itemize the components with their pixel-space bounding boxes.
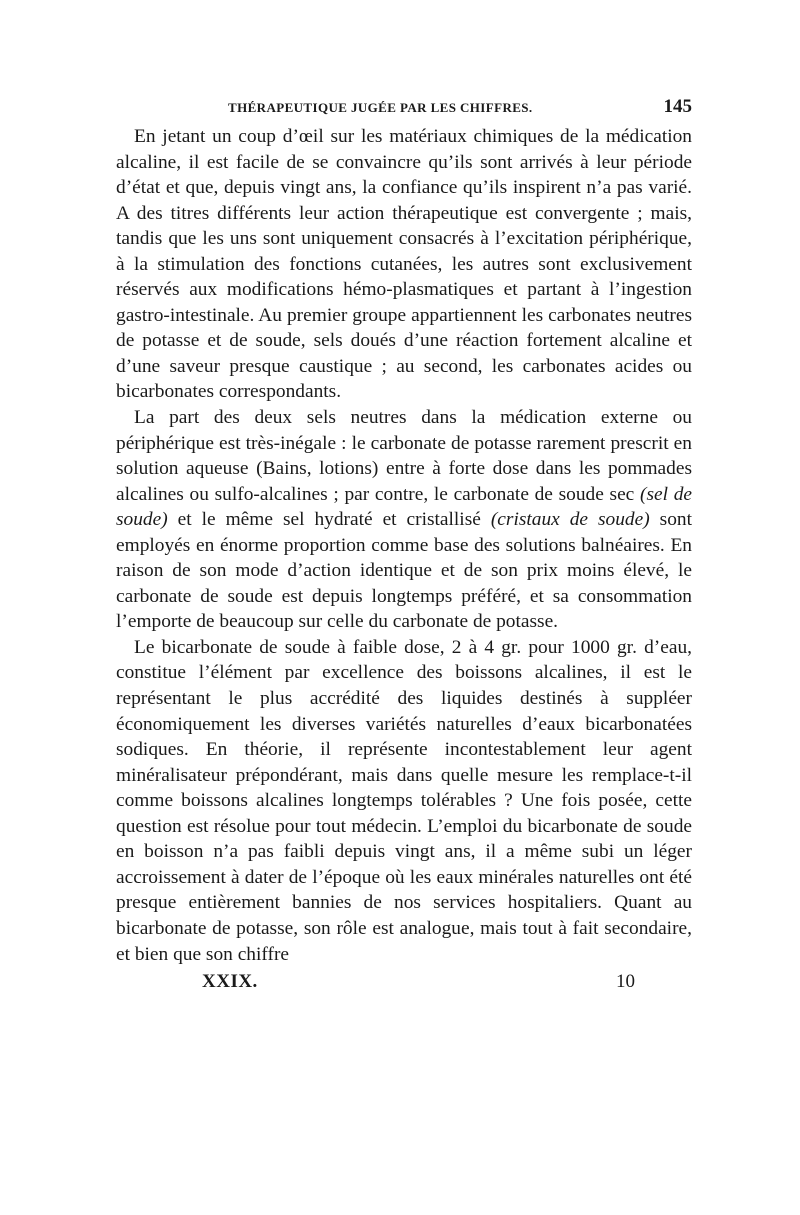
book-page bbox=[116, 96, 692, 1001]
text-segment: et le même sel hydraté et cristallisé bbox=[167, 509, 491, 531]
text-segment: sont employés en énorme proportion comme base des solutions balnéaires. En raison de son mode d’action identique et de son prix moins élevé, le carbonate de soude est depuis longtemps préféré, et sa consommation l’emporte de beaucoup sur celle du carbonate de potasse. bbox=[116, 509, 692, 633]
page-number: 145 bbox=[663, 96, 692, 117]
text-segment: En jetant un coup d’œil sur les matériaux chimiques de la médication alcaline, il est facile de se convaincre qu’ils sont arrivés à leur période d’état et que, depuis vingt ans, la confiance qu’ils inspirent n’a pas varié. A des titres différents leur action thérapeutique est convergente ; mais, tandis que les uns sont uniquement consacrés à l’excitation périphérique, à la stimulation des fonctions cutanées, les autres sont exclusivement réservés aux modifications hémo-plasmatiques et partant à l’ingestion gastro-intestinale. Au premier groupe appartiennent les carbonates neutres de potasse et de soude, sels doués d’une réaction fortement alcaline et d’une saveur presque caustique ; au second, les carbonates acides ou bicarbonates correspondants. bbox=[116, 126, 692, 403]
italic-term: (cristaux de soude) bbox=[490, 509, 650, 531]
paragraph bbox=[116, 405, 692, 635]
text-segment: La part des deux sels neutres dans la médication externe ou périphérique est très-inégale : le carbonate de potasse rarement prescrit en solution aqueuse (Bains, lotions) entre à forte dose dans les pommades alcalines ou sulfo-alcalines ; par contre, le carbonate de soude sec bbox=[116, 407, 692, 505]
paragraph bbox=[116, 124, 692, 405]
running-title: THÉRAPEUTIQUE JUGÉE PAR LES CHIFFRES. bbox=[228, 100, 533, 115]
paragraph bbox=[116, 635, 692, 967]
page-header bbox=[116, 96, 692, 124]
text-segment: Le bicarbonate de soude à faible dose, 2 à 4 gr. pour 1000 gr. d’eau, constitue l’élément par excellence des boissons alcalines, il est le représentant le plus accrédité des liquides destinés à suppléer économiquement les diverses variétés naturelles d’eaux bicarbonatées sodiques. En théorie, il représente incontestablement leur agent minéralisateur prépondérant, mais dans quelle mesure les remplace-t-il comme boissons alcalines longtemps tolérables ? Une fois posée, cette question est résolue pour tout médecin. L’emploi du bicarbonate de soude en boisson n’a pas faibli depuis vingt ans, il a même subi un léger accroissement à dater de l’époque où les eaux minérales naturelles ont été presque entièrement bannies de nos services hospitaliers. Quant au bicarbonate de potasse, son rôle est analogue, mais tout à fait secondaire, et bien que son chiffre bbox=[116, 636, 692, 965]
italic-term: (sel de soude) bbox=[116, 483, 692, 531]
page-footer bbox=[116, 971, 692, 1001]
body-text bbox=[116, 124, 692, 967]
signature-number: 10 bbox=[616, 971, 635, 993]
signature-mark: XXIX. bbox=[202, 971, 258, 993]
